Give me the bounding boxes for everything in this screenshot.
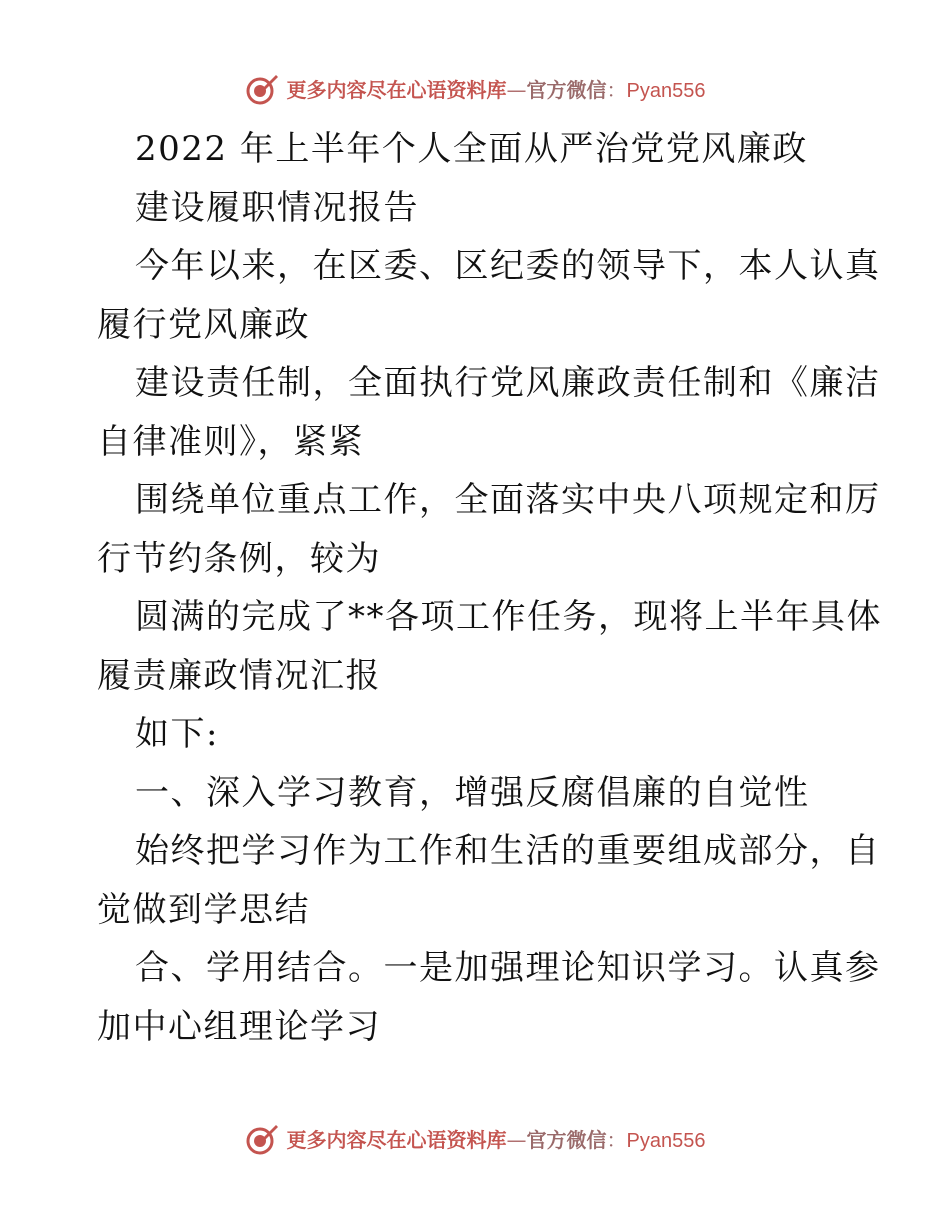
watermark-wechat-id: Pyan556 <box>626 1129 706 1152</box>
text-line: 自律准则》，紧紧 <box>97 421 364 462</box>
text-line: 今年以来，在区委、区纪委的领导下，本人认真 <box>135 246 881 286</box>
text-line: 履责廉政情况汇报 <box>97 655 381 696</box>
text-line: 圆满的完成了**各项工作任务，现将上半年具体 <box>135 597 882 637</box>
text-line: 围绕单位重点工作，全面落实中央八项规定和厉 <box>135 480 881 520</box>
text-line: 一、深入学习教育，增强反腐倡廉的自觉性 <box>135 772 810 813</box>
watermark-footer <box>0 1120 950 1160</box>
text-line: 合、学用结合。一是加强理论知识学习。认真参 <box>135 948 881 988</box>
watermark-dash: — <box>506 77 527 102</box>
watermark-text <box>286 77 706 102</box>
text-line: 2022 年上半年个人全面从严治党党风廉政 <box>135 129 808 169</box>
watermark-brand: 更多内容尽在心语资料库 <box>286 1127 507 1152</box>
text-line: 加中心组理论学习 <box>97 1006 381 1047</box>
text-line: 建设责任制，全面执行党风廉政责任制和《廉洁 <box>135 363 881 403</box>
text-line: 履行党风廉政 <box>97 304 310 345</box>
watermark-colon: ： <box>606 77 627 102</box>
watermark-header <box>0 70 950 110</box>
text-line: 行节约条例，较为 <box>97 538 381 579</box>
text-line: 如下: <box>135 714 219 754</box>
watermark-brand: 更多内容尽在心语资料库 <box>286 77 507 102</box>
watermark-official: 官方微信 <box>526 1127 607 1152</box>
pen-logo-icon <box>245 73 279 107</box>
text-line: 始终把学习作为工作和生活的重要组成部分，自 <box>135 831 881 871</box>
watermark-official: 官方微信 <box>526 77 607 102</box>
watermark-wechat-id: Pyan556 <box>626 79 706 102</box>
text-line: 觉做到学思结 <box>97 889 310 930</box>
watermark-dash: — <box>506 1127 527 1152</box>
pen-logo-icon <box>245 1123 279 1157</box>
watermark-colon: ： <box>606 1127 627 1152</box>
document-body <box>97 120 882 1056</box>
text-line: 建设履职情况报告 <box>135 187 419 228</box>
watermark-text <box>286 1127 706 1152</box>
